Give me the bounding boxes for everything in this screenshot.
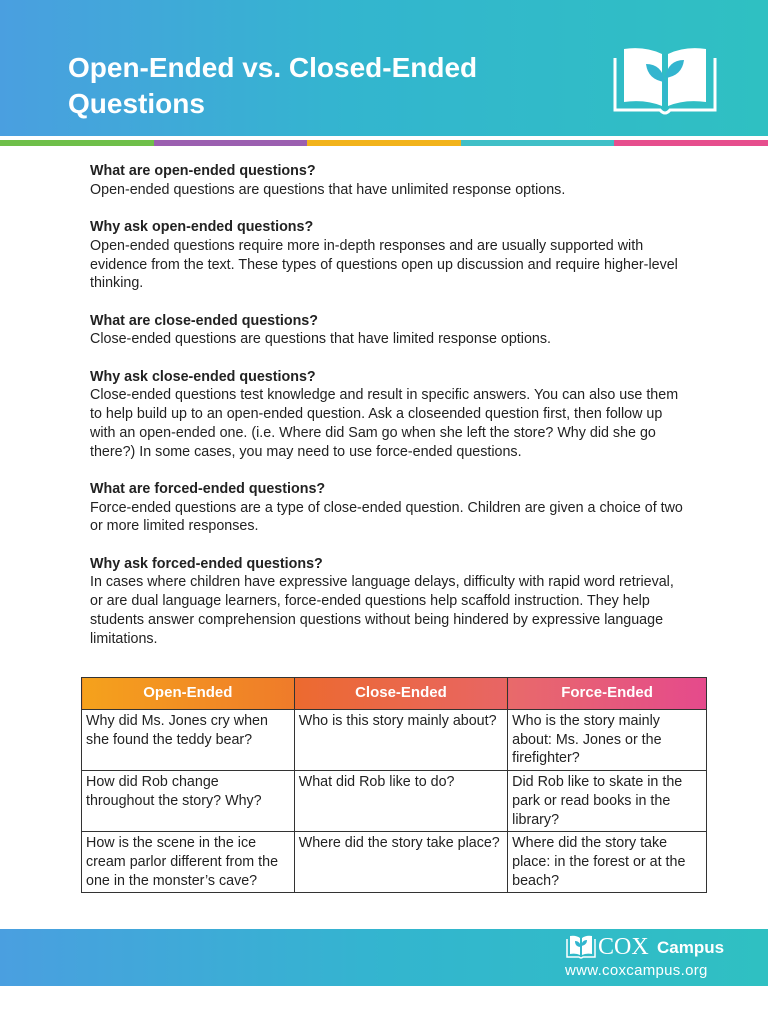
section-body: Close-ended questions are questions that have limited response options. xyxy=(90,331,551,348)
color-stripe-3 xyxy=(307,140,461,146)
footer-url-link[interactable]: www.coxcampus.org xyxy=(565,962,708,979)
section-heading: Why ask forced-ended questions? xyxy=(90,555,323,572)
color-stripe-5 xyxy=(614,140,768,146)
table-cell: Where did the story take place: in the forest or at the beach? xyxy=(508,832,707,893)
section-why-open xyxy=(90,218,690,293)
body-text xyxy=(90,162,690,667)
section-body: Open-ended questions require more in-depth responses and are usually supported with evidence from the text. These types of questions open up discussion and require higher-level thinking. xyxy=(90,237,678,292)
color-stripe-4 xyxy=(461,140,614,146)
section-what-open xyxy=(90,162,690,199)
table-cell: Did Rob like to skate in the park or read books in the library? xyxy=(508,771,707,832)
color-stripe-2 xyxy=(154,140,307,146)
footer-brand-suffix: Campus xyxy=(657,938,725,957)
section-why-forced xyxy=(90,555,690,649)
section-body: In cases where children have expressive language delays, difficulty with rapid word retrieval, or are dual language learners, force-ended questions help scaffold instruction. They help students answer comprehension questions without being hindered by expressive language limitations. xyxy=(90,574,674,647)
open-book-sprout-icon xyxy=(566,935,596,959)
question-types-table xyxy=(81,677,707,893)
table-cell: Who is the story mainly about: Ms. Jones or the firefighter? xyxy=(508,710,707,771)
table-cell: Where did the story take place? xyxy=(294,832,507,893)
section-heading: What are open-ended questions? xyxy=(90,163,316,179)
header-close-ended: Close-Ended xyxy=(294,678,507,710)
section-body: Close-ended questions test knowledge and result in specific answers. You can also use them to help build up to an open-ended question. Ask a closeended question first, then follow up with an open-ended one. (i.e. Where did Sam go when she left the store? Why did she go there?) In some cases, you may need to use force-ended questions. xyxy=(90,387,679,460)
section-body: Force-ended questions are a type of close-ended question. Children are given a choice of two or more limited responses. xyxy=(90,499,683,535)
table-cell: Who is this story mainly about? xyxy=(294,710,507,771)
table-row xyxy=(82,832,707,893)
table-cell: Why did Ms. Jones cry when she found the teddy bear? xyxy=(82,710,295,771)
header-force-ended: Force-Ended xyxy=(508,678,707,710)
page-title: Open-Ended vs. Closed-Ended Questions xyxy=(68,52,478,119)
section-heading: Why ask open-ended questions? xyxy=(90,219,314,236)
section-why-close xyxy=(90,368,690,462)
footer-brand: COX xyxy=(598,934,649,960)
section-body: Open-ended questions are questions that have unlimited response options. xyxy=(90,181,566,198)
section-heading: What are forced-ended questions? xyxy=(90,480,326,497)
table-row xyxy=(82,710,707,771)
open-book-sprout-icon xyxy=(610,44,720,116)
section-what-forced xyxy=(90,480,690,536)
section-heading: What are close-ended questions? xyxy=(90,312,318,329)
header-open-ended: Open-Ended xyxy=(82,678,295,710)
table-header-row xyxy=(82,678,707,710)
table-cell: What did Rob like to do? xyxy=(294,771,507,832)
color-stripe-1 xyxy=(0,140,154,146)
section-heading: Why ask close-ended questions? xyxy=(90,368,316,385)
table-cell: How is the scene in the ice cream parlor different from the one in the monster’s cave? xyxy=(82,832,295,893)
table-cell: How did Rob change throughout the story? Why? xyxy=(82,771,295,832)
section-what-close xyxy=(90,312,690,349)
table-row xyxy=(82,771,707,832)
